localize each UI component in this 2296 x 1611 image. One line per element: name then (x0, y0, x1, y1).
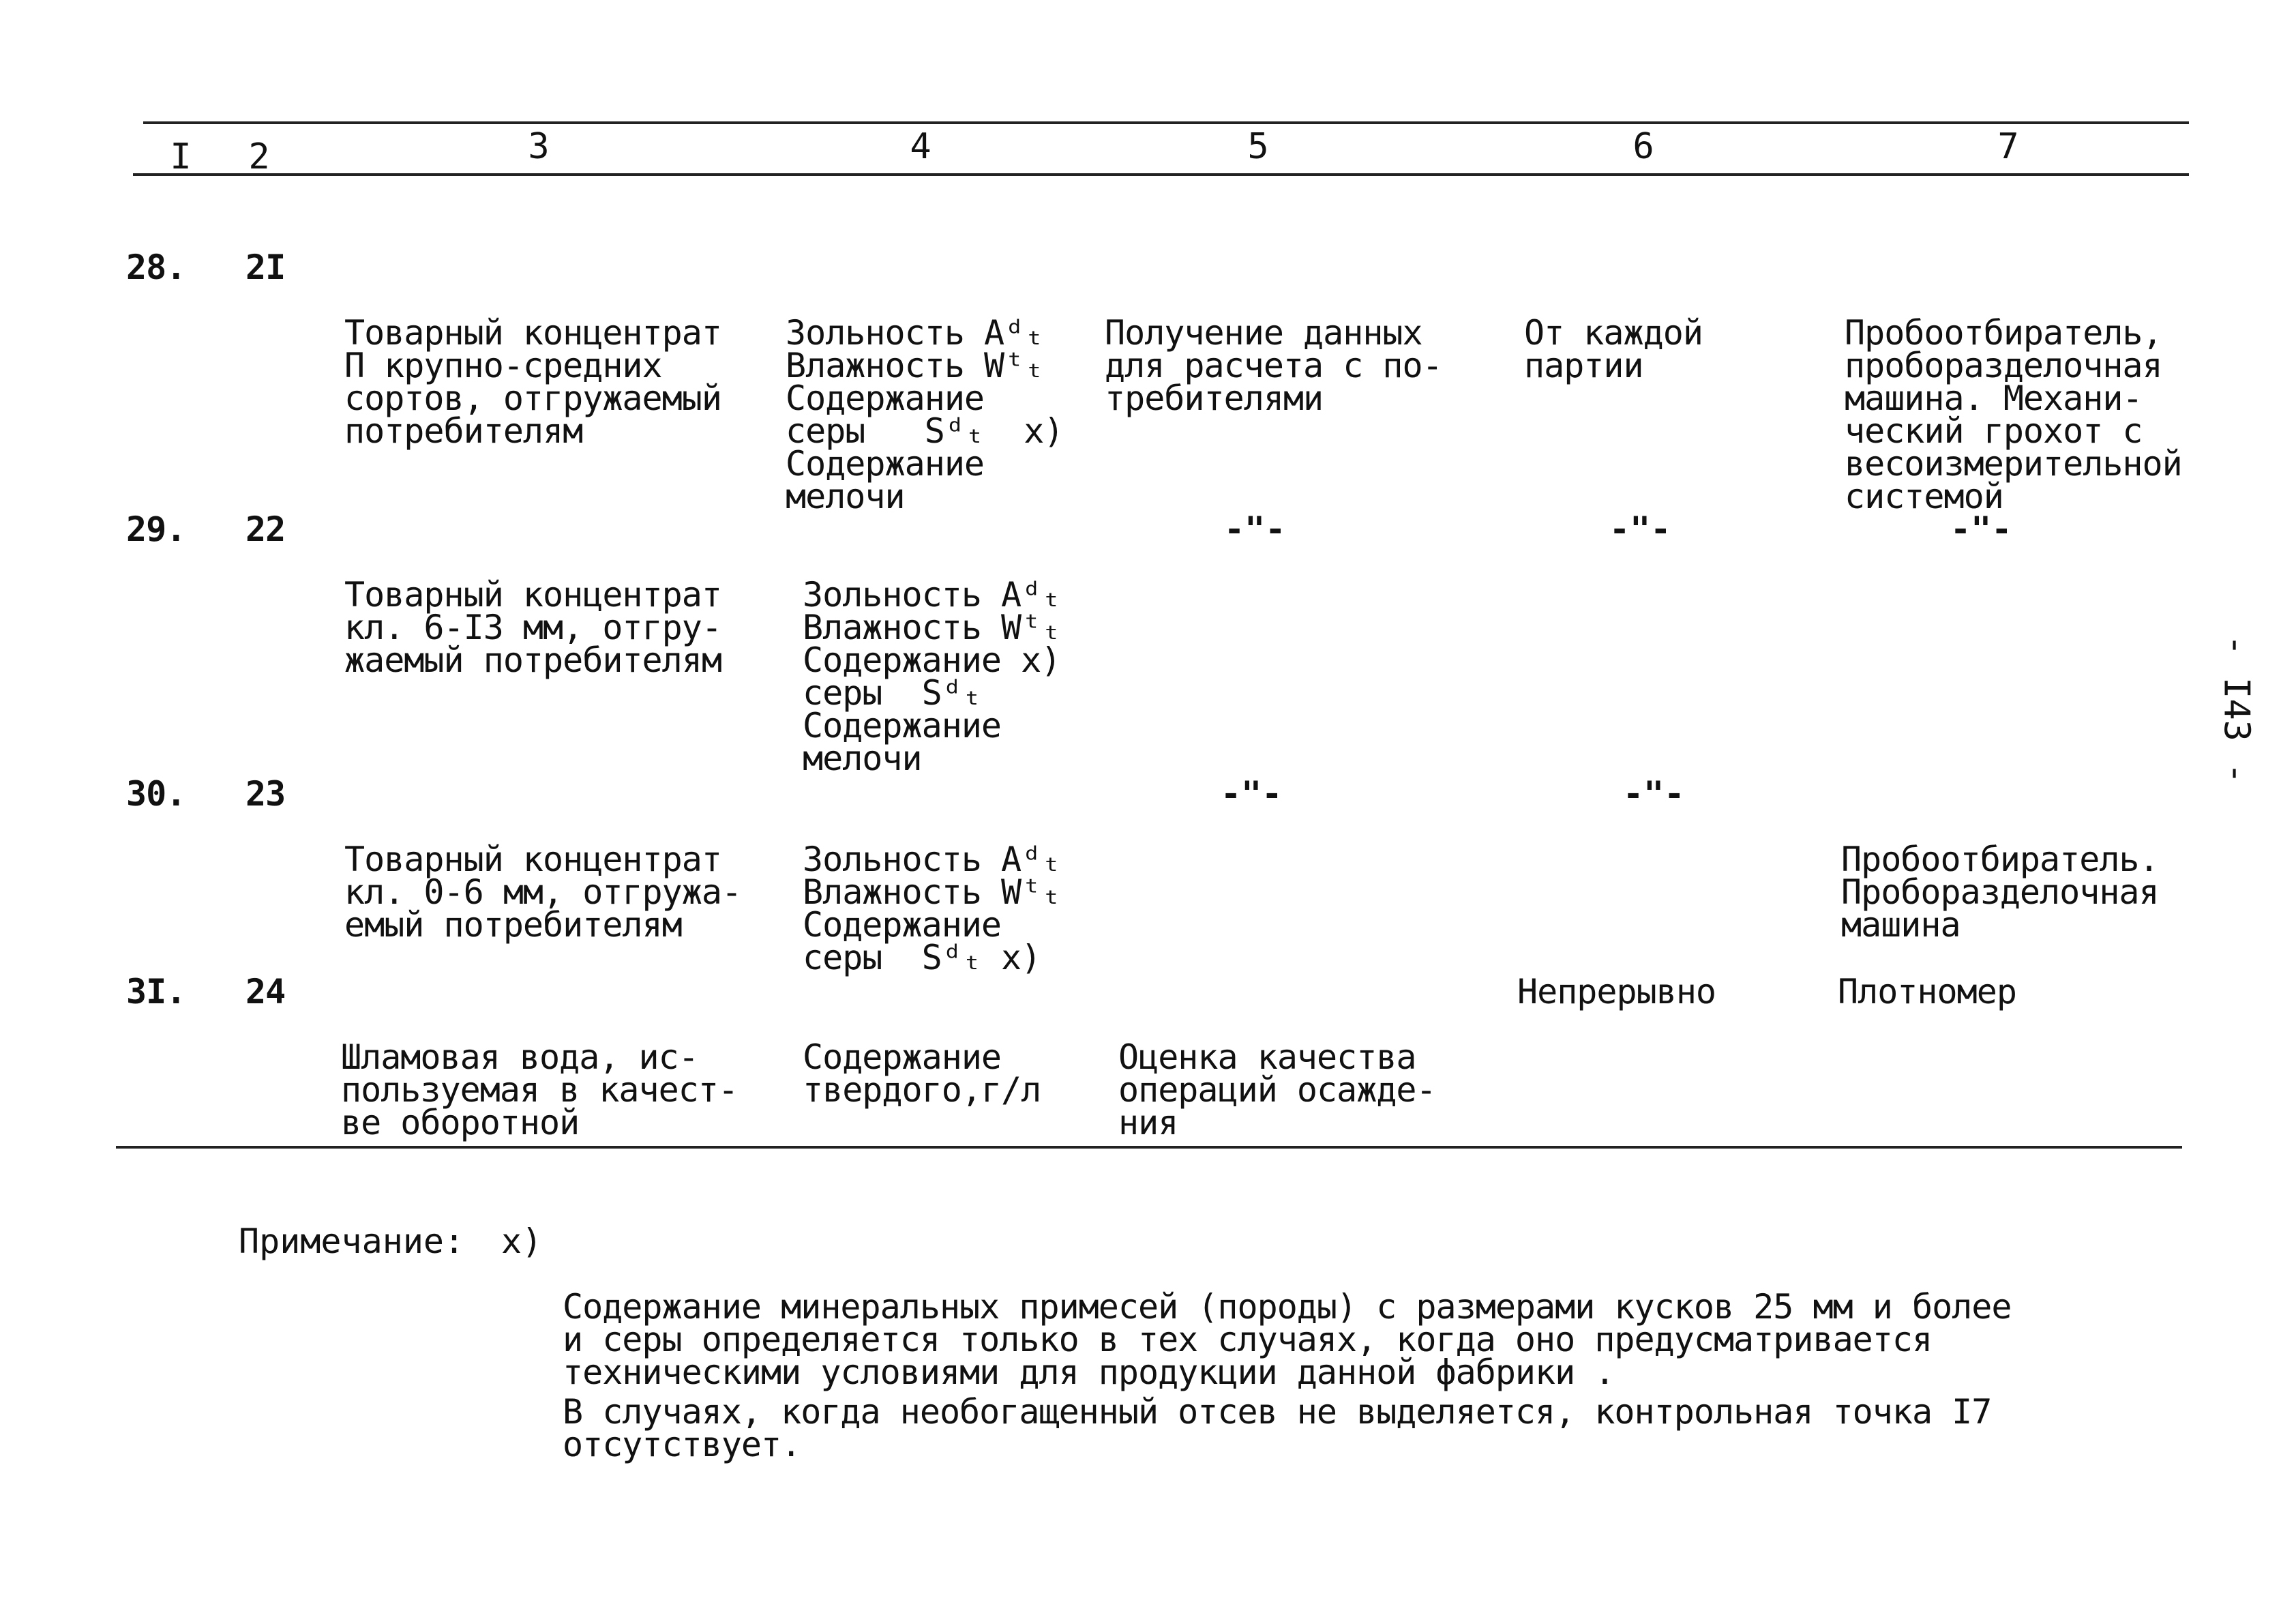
row-30-num: 30. (126, 774, 186, 814)
row-29-purpose-ditto: -"- (1224, 509, 1286, 549)
row-28-frequency: От каждой партии (1524, 313, 1703, 385)
row-29-parameters: Зольность Aᵈₜ Влажность Wᵗₜ Содержание x) серы Sᵈₜ Содержание мелочи (803, 575, 1061, 778)
row-29-frequency-ditto: -"- (1609, 509, 1671, 549)
col-header-3: 3 (528, 126, 550, 167)
row-28-purpose: Получение данных для расчета с по- требителями (1105, 313, 1442, 418)
col-header-6: 6 (1632, 126, 1654, 167)
row-31-parameters: Содержание твердого,г/л (803, 1037, 1041, 1110)
row-29-point: 22 (245, 509, 286, 549)
row-28-parameters: Зольность Aᵈₜ Влажность Wᵗₜ Содержание серы Sᵈₜ x) Содержание мелочи (786, 313, 1064, 516)
col-header-1: I (170, 136, 192, 177)
header-top-rule (143, 121, 2189, 124)
col-header-2: 2 (248, 136, 270, 177)
row-30-point: 23 (245, 774, 286, 814)
row-30-product: Товарный концентрат кл. 0-6 мм, отгружа- емый потребителям (344, 840, 742, 945)
row-29-product: Товарный концентрат кл. 6-I3 мм, отгру- жаемый потребителям (344, 575, 721, 680)
row-31-equipment: Плотномер (1838, 972, 2016, 1011)
row-28-product: Товарный концентрат П крупно-средних сортов, отгружаемый потребителям (344, 313, 721, 451)
col-header-5: 5 (1247, 126, 1269, 167)
table-bottom-rule (116, 1146, 2182, 1149)
row-30-equipment: Пробоотбиратель. Пробоpазделочная машина (1841, 840, 2159, 945)
header-bottom-rule (133, 173, 2189, 176)
row-30-frequency-ditto: -"- (1623, 774, 1685, 814)
row-29-num: 29. (126, 509, 186, 549)
row-28-equipment: Пробоотбиратель, пробоpазделочная машина. Механи- ческий грохот с весоизмерительной системой (1845, 313, 2182, 516)
page-number: - I43 - (2216, 634, 2257, 784)
row-31-product: Шламовая вода, ис- пользуемая в качест- ве оборотной (341, 1037, 739, 1142)
note-marker: x) (501, 1222, 543, 1261)
row-31-purpose: Оценка качества операций осажде- ния (1118, 1037, 1436, 1142)
row-31-num: 3I. (126, 972, 186, 1011)
col-header-4: 4 (910, 126, 931, 167)
note-label: Примечание: (239, 1222, 465, 1261)
row-30-parameters: Зольность Aᵈₜ Влажность Wᵗₜ Содержание серы Sᵈₜ x) (803, 840, 1061, 977)
row-31-frequency: Непрерывно (1517, 972, 1716, 1011)
row-28-point: 2I (245, 248, 286, 287)
col-header-7: 7 (1997, 126, 2019, 167)
row-28-num: 28. (126, 248, 186, 287)
row-30-purpose-ditto: -"- (1221, 774, 1283, 814)
note-text: Содержание минеральных примесей (породы) с размерами кусков 25 мм и более и серы определяется только в тех случаях, когда оно предусматривается техническими условиями для продукции данной фабрики . В случаях, когда необогащенный отсев не выделяется, контрольная точка I7 отсутствует. (563, 1287, 2012, 1464)
row-29-equipment-ditto: -"- (1950, 509, 2012, 549)
row-31-point: 24 (245, 972, 286, 1011)
